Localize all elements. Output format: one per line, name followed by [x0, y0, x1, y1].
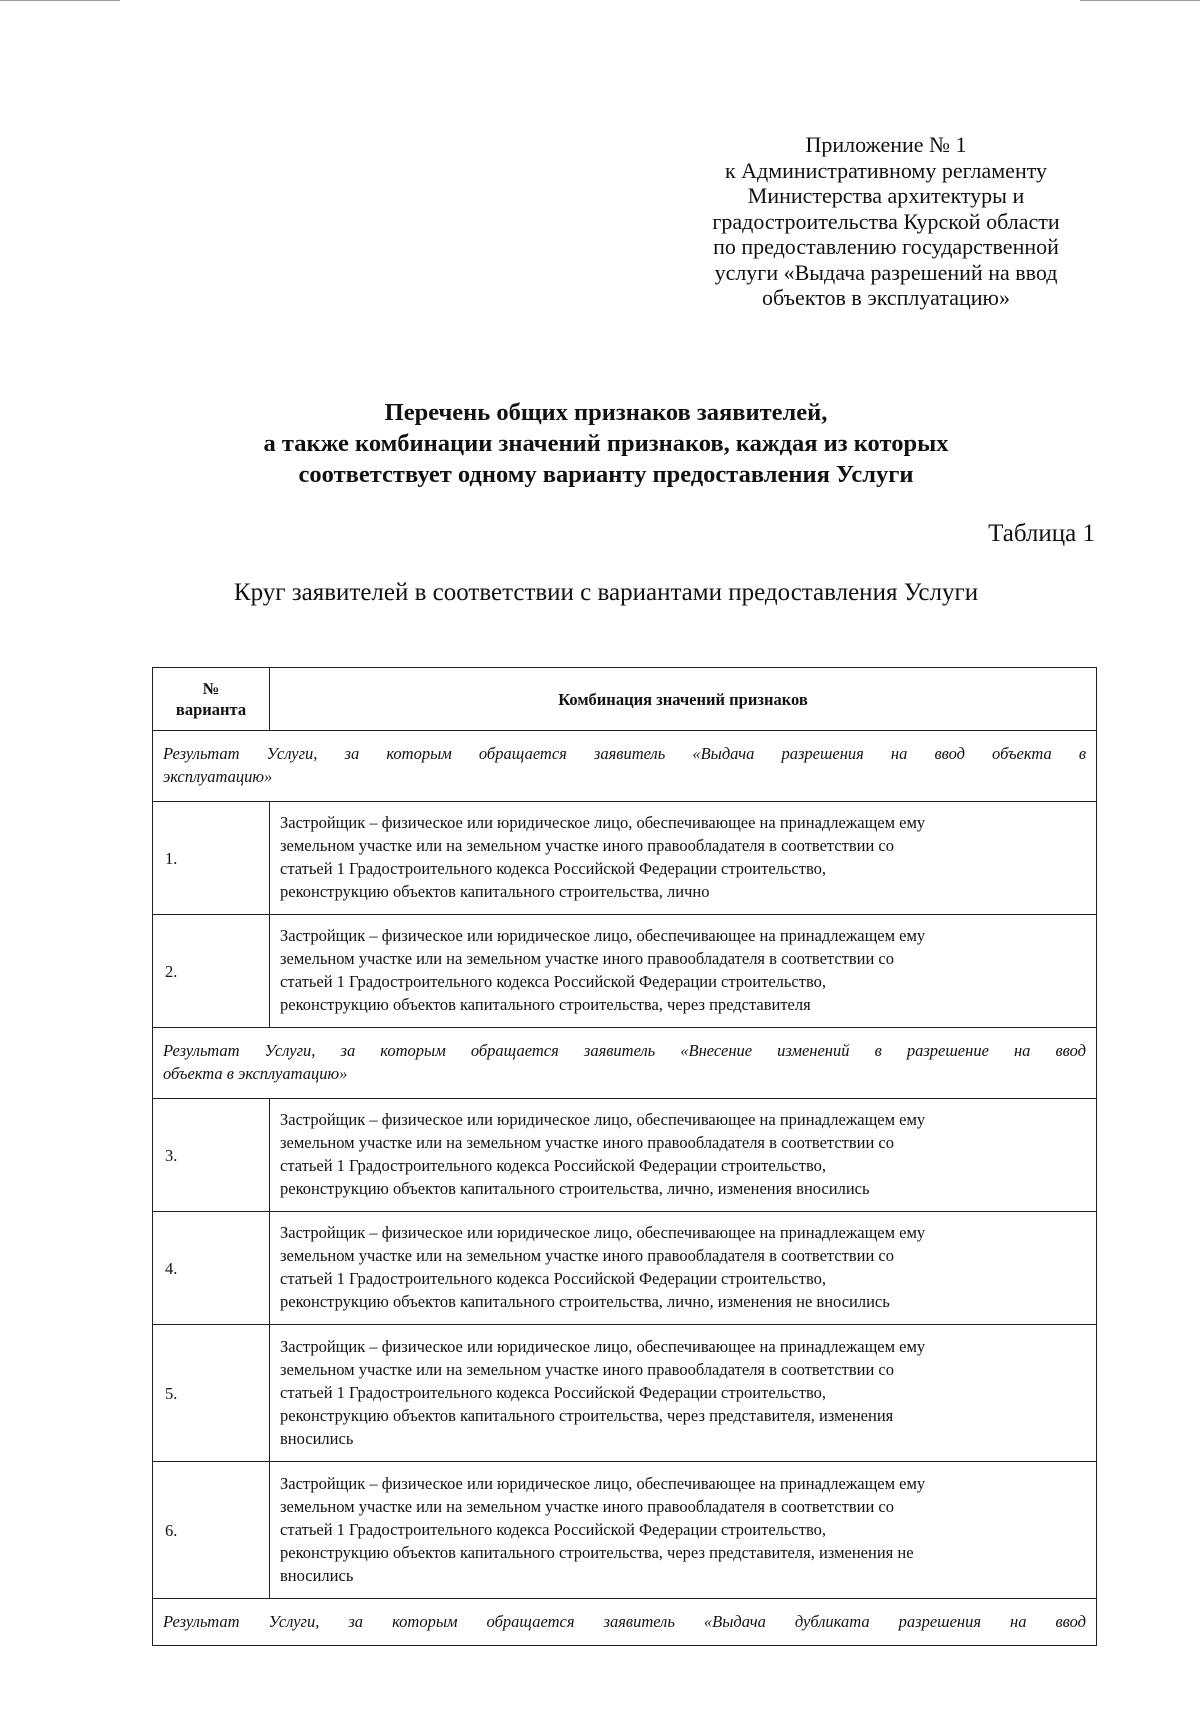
description-line: земельном участке или на земельном участке иного правообладателя в соответствии со: [280, 1359, 894, 1379]
description-line: Застройщик – физическое или юридическое лицо, обеспечивающее на принадлежащем ему: [280, 1110, 926, 1129]
table-row: [153, 1325, 1097, 1462]
variant-description: [270, 1462, 1097, 1599]
appendix-line: к Административному регламенту: [724, 157, 1048, 183]
document-title: [150, 397, 1062, 490]
description-line: Застройщик – физическое или юридическое лицо, обеспечивающее на принадлежащем ему: [280, 1336, 926, 1356]
description-line: земельном участке или на земельном участке иного правообладателя в соответствии со: [280, 1133, 894, 1152]
description-line: статьей 1 Градостроительного кодекса Российской Федерации строительство,: [280, 1519, 827, 1539]
table-subtitle: Круг заявителей в соответствии с вариантами предоставления Услуги: [233, 579, 979, 606]
table-row: [153, 915, 1097, 1028]
description-line: реконструкцию объектов капитального строительства, через представителя, изменения не: [280, 1542, 914, 1562]
description-line: реконструкцию объектов капитального строительства, через представителя: [280, 995, 811, 1014]
section-cell: [153, 731, 1097, 802]
section-row: [153, 731, 1097, 802]
variant-description: [270, 802, 1097, 915]
section-row: [153, 1028, 1097, 1099]
description-line: земельном участке или на земельном участке иного правообладателя в соответствии со: [280, 1246, 894, 1265]
header-num-sign: №: [202, 679, 220, 698]
appendix-line: объектов в эксплуатацию»: [762, 285, 1010, 310]
section-row: [153, 1599, 1097, 1646]
variants-table: [152, 667, 1097, 1646]
title-line: а также комбинации значений признаков, каждая из которых: [263, 430, 949, 457]
description-line: Застройщик – физическое или юридическое лицо, обеспечивающее на принадлежащем ему: [280, 1223, 926, 1242]
title-line: соответствует одному варианту предоставления Услуги: [298, 461, 914, 488]
table-row: [153, 1462, 1097, 1599]
section-line: объекта в эксплуатацию»: [163, 1064, 348, 1083]
description-line: земельном участке или на земельном участке иного правообладателя в соответствии со: [280, 949, 894, 968]
appendix-line: услуги «Выдача разрешений на ввод: [714, 259, 1058, 285]
variant-description: [270, 1325, 1097, 1462]
description-line: Застройщик – физическое или юридическое лицо, обеспечивающее на принадлежащем ему: [280, 926, 926, 945]
section-line: Результат Услуги, за которым обращается заявитель «Выдача дубликата разрешения на ввод: [163, 1611, 1086, 1631]
description-line: Застройщик – физическое или юридическое лицо, обеспечивающее на принадлежащем ему: [280, 1473, 926, 1493]
appendix-line: Министерства архитектуры и: [747, 183, 1025, 208]
header-combination: Комбинация значений признаков: [270, 668, 1097, 731]
table-row: [153, 1212, 1097, 1325]
appendix-line: по предоставлению государственной: [713, 234, 1059, 259]
variant-number: 5.: [153, 1325, 270, 1462]
description-line: статьей 1 Градостроительного кодекса Российской Федерации строительство,: [280, 1156, 827, 1175]
variant-number: 4.: [153, 1212, 270, 1325]
header-variant-number: [153, 668, 270, 731]
description-line: статьей 1 Градостроительного кодекса Российской Федерации строительство,: [280, 1269, 827, 1288]
description-line: земельном участке или на земельном участке иного правообладателя в соответствии со: [280, 836, 894, 855]
description-line: земельном участке или на земельном участке иного правообладателя в соответствии со: [280, 1496, 894, 1516]
description-line: вносились: [280, 1565, 354, 1585]
variant-description: [270, 1212, 1097, 1325]
description-line: статьей 1 Градостроительного кодекса Российской Федерации строительство,: [280, 1382, 827, 1402]
description-line: реконструкцию объектов капитального строительства, лично, изменения вносились: [280, 1179, 870, 1198]
description-line: статьей 1 Градостроительного кодекса Российской Федерации строительство,: [280, 972, 827, 991]
table-label: Таблица 1: [988, 520, 1095, 547]
table-row: [153, 1099, 1097, 1212]
header-num-word: варианта: [175, 700, 247, 719]
variant-number: 6.: [153, 1462, 270, 1599]
table-header-row: [153, 668, 1097, 731]
section-cell: [153, 1599, 1097, 1646]
description-line: реконструкцию объектов капитального строительства, лично, изменения не вносились: [280, 1292, 890, 1311]
variant-number: 1.: [153, 802, 270, 915]
scan-edge-mark: [1080, 0, 1200, 1]
description-line: Застройщик – физическое или юридическое лицо, обеспечивающее на принадлежащем ему: [280, 813, 926, 832]
description-line: реконструкцию объектов капитального строительства, лично: [280, 882, 710, 901]
description-line: вносились: [280, 1428, 354, 1448]
title-line: Перечень общих признаков заявителей,: [384, 399, 828, 426]
variant-number: 2.: [153, 915, 270, 1028]
appendix-line: Приложение № 1: [805, 132, 967, 157]
appendix-header: [660, 132, 1112, 311]
scan-edge-mark: [0, 0, 120, 1]
section-cell: [153, 1028, 1097, 1099]
section-line: Результат Услуги, за которым обращается заявитель «Выдача разрешения на ввод объекта в: [163, 744, 1086, 763]
appendix-line: градостроительства Курской области: [712, 208, 1060, 234]
variant-description: [270, 1099, 1097, 1212]
section-line: Результат Услуги, за которым обращается заявитель «Внесение изменений в разрешение на ввод: [163, 1041, 1086, 1060]
table-row: [153, 802, 1097, 915]
variant-number: 3.: [153, 1099, 270, 1212]
section-line: эксплуатацию»: [163, 767, 273, 786]
description-line: реконструкцию объектов капитального строительства, через представителя, изменения: [280, 1405, 894, 1425]
description-line: статьей 1 Градостроительного кодекса Российской Федерации строительство,: [280, 859, 827, 878]
variant-description: [270, 915, 1097, 1028]
